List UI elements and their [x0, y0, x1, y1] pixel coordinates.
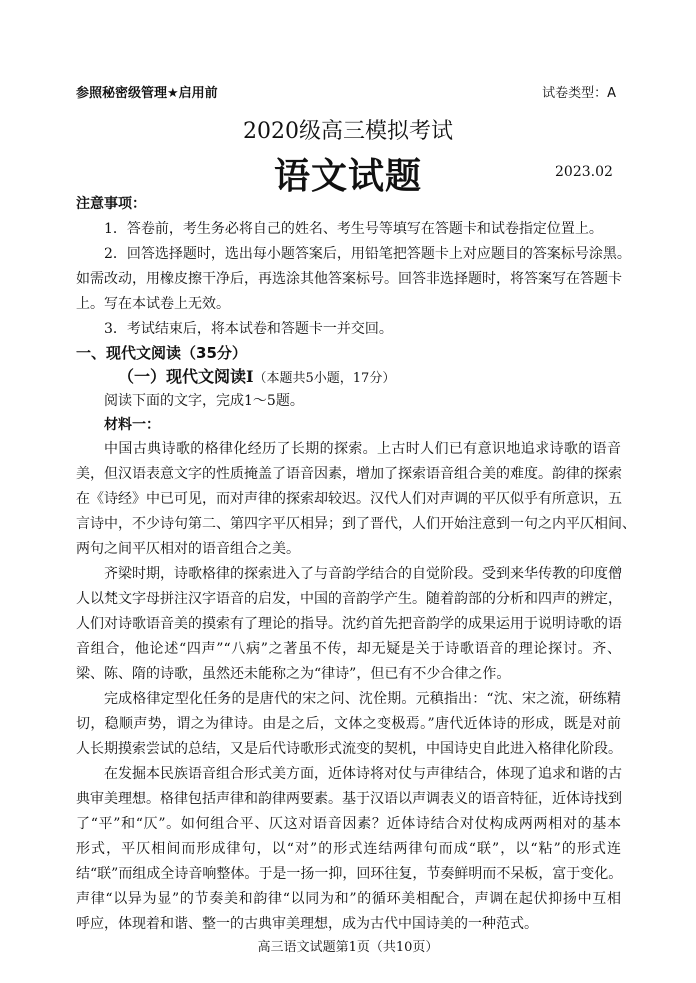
text-line: 言诗中，不少诗句第二、第四字平仄相异；到了晋代，人们开始注意到一句之内平仄相间、 — [76, 516, 636, 532]
paragraph — [76, 762, 621, 937]
paper-type-label: 试卷类型：A — [542, 86, 616, 101]
text-line: 齐梁时期，诗歌格律的探索进入了与音韵学结合的自觉阶段。受到来华传教的印度僧 — [104, 566, 622, 582]
exam-date: 2023.02 — [555, 164, 613, 180]
subsection-note: （本题共5小题，17分） — [253, 371, 396, 386]
reading-instruction: 阅读下面的文字，完成1～5题。 — [104, 393, 304, 409]
text-line: 结“联”而组成全诗音响整体。于是一扬一抑，回环往复，节奏鲜明而不呆板，富于变化。 — [76, 866, 623, 882]
text-line: 了“平”和“仄”。如何组合平、仄这对语音因素？近体诗结合对仗构成两两相对的基本 — [76, 816, 621, 832]
text-line: 呼应，体现着和谐、整一的古典审美理想，成为古代中国诗美的一种范式。 — [76, 916, 538, 932]
subsection-header — [76, 365, 621, 389]
document-body — [76, 192, 636, 937]
text-line: 音组合，他论述“四声”“八病”之著虽不传，却无疑是关于诗歌语音的理论探讨。齐、 — [76, 641, 621, 657]
text-line: 在发掘本民族语音组合形式美方面，近体诗将对仗与声律结合，体现了追求和谐的古 — [104, 766, 622, 782]
page-footer: 高三语文试题第1页（共10页） — [257, 940, 439, 955]
text-line: 切，稳顺声势，谓之为律诗。由是之后，文体之变极焉。”唐代近体诗的形成，既是对前 — [76, 716, 621, 732]
material-label: 材料一： — [104, 417, 160, 433]
text-line: 人们对诗歌语音美的摸索有了理论的指导。沈约首先把音韵学的成果运用于说明诗歌的语 — [76, 616, 622, 632]
text-line: 上。写在本试卷上无效。 — [76, 296, 230, 312]
confidentiality-label: 参照秘密级管理★启用前 — [76, 86, 218, 101]
text-line: 人长期摸索尝试的总结，又是后代诗歌形式流变的契机，中国诗史自此进入格律化阶段。 — [76, 741, 622, 757]
text-line: 形式，平仄相间而形成律句，以“对”的形式连结两律句而成“联”，以“粘”的形式连 — [76, 841, 621, 857]
text-line: 两句之间平仄相对的语音组合之美。 — [76, 541, 300, 557]
paragraph — [76, 687, 621, 762]
text-line: 典审美理想。格律包括声律和韵律两要素。基于汉语以声调表义的语音特征，近体诗找到 — [76, 791, 622, 807]
text-line: 美，但汉语表意文字的性质掩盖了语音因素，增加了探索语音组合美的难度。韵律的探索 — [76, 466, 622, 482]
subsection-title: （一）现代文阅读Ⅰ — [118, 367, 254, 386]
text-line: 中国古典诗歌的格律化经历了长期的探索。上古时人们已有意识地追求诗歌的语音 — [104, 441, 621, 457]
text-line: 3．考试结束后，将本试卷和答题卡一并交回。 — [104, 321, 393, 337]
material-text — [76, 437, 636, 937]
section-title: 一、现代文阅读（35分） — [76, 344, 247, 362]
notice-item — [76, 317, 621, 342]
text-line: 梁、陈、隋的诗歌，虽然还未能称之为“律诗”，但已有不少合律之作。 — [76, 666, 511, 682]
paragraph — [76, 562, 621, 687]
text-line: 声律“以异为显”的节奏美和韵律“以同为和”的循环美相配合，声调在起伏抑扬中互相 — [76, 891, 621, 907]
text-line: 1．答卷前，考生务必将自己的姓名、考生号等填写在答题卡和试卷指定位置上。 — [104, 221, 603, 237]
paragraph — [76, 437, 636, 562]
notice-item — [76, 217, 621, 242]
notice-heading: 注意事项： — [76, 196, 146, 212]
notice-item — [76, 242, 631, 317]
text-line: 人以梵文字母拼注汉字语音的启发，中国的音韵学产生。随着韵部的分析和四声的辨定， — [76, 591, 622, 607]
notice-list — [76, 217, 631, 342]
text-line: 在《诗经》中已可见，而对声律的探索却较迟。汉代人们对声调的平仄似乎有所意识，五 — [76, 491, 622, 507]
exam-title: 2020级高三模拟考试 — [243, 119, 453, 144]
text-line: 如需改动，用橡皮擦干净后，再选涂其他答案标号。回答非选择题时，将答案写在答题卡 — [76, 271, 622, 287]
text-line: 完成格律定型化任务的是唐代的宋之问、沈佺期。元稹指出：“沈、宋之流，研练精 — [104, 691, 621, 707]
subject-title: 语文试题 — [273, 156, 422, 197]
text-line: 2．回答选择题时，选出每小题答案后，用铅笔把答题卡上对应题目的答案标号涂黑。 — [104, 246, 631, 262]
